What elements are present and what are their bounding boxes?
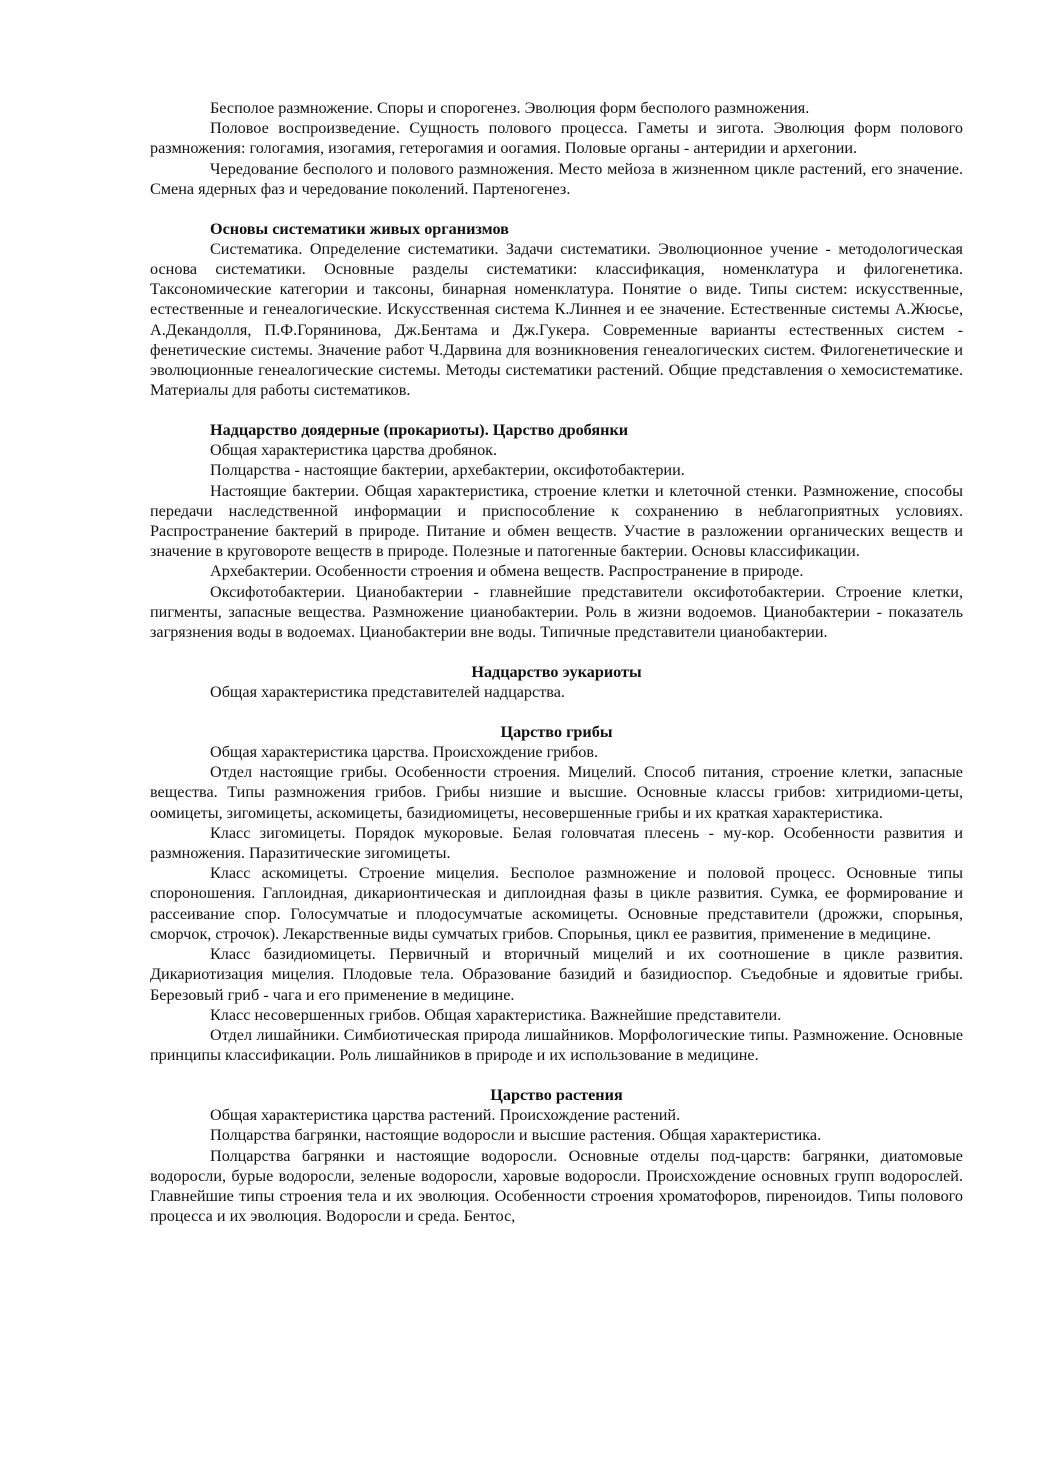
paragraph-imperfect-fungi: Класс несовершенных грибов. Общая характеристика. Важнейшие представители. xyxy=(210,1005,782,1024)
paragraph-true-bacteria: Настоящие бактерии. Общая характеристика, строение клетки и клеточной стенки. Размножение, способы передачи наследственной информации и приспособление к сохранению в неблагоприятных условиях. Распространение бактерий в природе. Питание и обмен веществ. Участие в разложении органических веществ и значение в круговороте веществ в природе. Полезные и патогенные бактерии. Основы классификации. xyxy=(150,481,963,561)
heading-prokaryotes: Надцарство доядерные (прокариоты). Царство дробянки xyxy=(210,421,629,440)
paragraph-sexual-reproduction: Половое воспроизведение. Сущность полового процесса. Гаметы и зигота. Эволюция форм полового размножения: гологамия, изогамия, гетерогамия и оогамия. Половые органы - антеридии и архегонии. xyxy=(150,119,963,158)
paragraph-alternation: Чередование бесполого и полового размножения. Место мейоза в жизненном цикле растений, его значение. Смена ядерных фаз и чередование поколений. Партеногенез. xyxy=(150,159,963,198)
paragraph-fungi-general: Общая характеристика царства. Происхождение грибов. xyxy=(210,743,599,762)
paragraph-eukaryotes: Общая характеристика представителей надцарства. xyxy=(210,683,565,702)
section-gap xyxy=(150,199,963,219)
paragraph-ascomycetes: Класс аскомицеты. Строение мицелия. Бесполое размножение и половой процесс. Основные типы спороношения. Гаплоидная, дикарионтическая и диплоидная фазы в цикле развития. Сумка, ее формирование и рассеивание спор. Голосумчатые и плодосумчатые аскомицеты. Основные представители (дрожжи, спорынья, сморчок, строчок). Лекарственные виды сумчатых грибов. Спорынья, цикл ее развития, применение в медицине. xyxy=(150,864,963,943)
paragraph-algae: Полцарства багрянки и настоящие водоросли. Основные отделы под-царств: багрянки, диатомовые водоросли, бурые водоросли, зеленые водоросли, харовые водоросли. Происхождение основных групп водорослей. Главнейшие типы строения тела и их эволюция. Особенности строения хроматофоров, пиреноидов. Типы полового процесса и их эволюция. Водоросли и среда. Бентос, xyxy=(150,1146,963,1226)
paragraph-prokaryotes-subkingdoms: Полцарства - настоящие бактерии, архебактерии, оксифотобактерии. xyxy=(210,461,685,480)
heading-plants: Царство растения xyxy=(490,1085,623,1104)
paragraph-oxyphotobacteria: Оксифотобактерии. Цианобактерии - главнейшие представители оксифотобактерии. Строение клетки, пигменты, запасные вещества. Размножение цианобактерии. Роль в жизни водоемов. Цианобактерии - показатель загрязнения воды в водоемах. Цианобактерии вне воды. Типичные представители цианобактерии. xyxy=(150,582,963,642)
heading-systematics: Основы систематики живых организмов xyxy=(210,219,509,238)
paragraph-lichens: Отдел лишайники. Симбиотическая природа лишайников. Морфологические типы. Размножение. Основные принципы классификации. Роль лишайников в природе и их использование в медицине. xyxy=(150,1025,963,1065)
paragraph-asexual-reproduction: Бесполое размножение. Споры и спорогенез. Эволюция форм бесполого размножения. xyxy=(210,99,810,117)
paragraph-true-fungi: Отдел настоящие грибы. Особенности строения. Мицелий. Способ питания, строение клетки, запасные вещества. Типы размножения грибов. Грибы низшие и высшие. Основные классы грибов: хитридиоми-цеты, оомицеты, зигомицеты, аскомицеты, базидиомицеты, несовершенные грибы и их краткая характеристика. xyxy=(150,763,963,822)
section-gap xyxy=(150,642,963,662)
heading-fungi: Царство грибы xyxy=(500,722,613,741)
document-page xyxy=(150,98,963,1226)
section-gap xyxy=(150,1065,963,1085)
paragraph-plants-general: Общая характеристика царства растений. Происхождение растений. xyxy=(210,1106,681,1125)
section-gap xyxy=(150,702,963,722)
paragraph-prokaryotes-general: Общая характеристика царства дробянок. xyxy=(210,441,498,460)
section-gap xyxy=(150,400,963,420)
paragraph-archaebacteria: Архебактерии. Особенности строения и обмена веществ. Распространение в природе. xyxy=(210,562,804,581)
heading-eukaryotes: Надцарство эукариоты xyxy=(471,662,642,681)
paragraph-basidiomycetes: Класс базидиомицеты. Первичный и вторичный мицелий и их соотношение в цикле развития. Дикариотизация мицелия. Плодовые тела. Образование базидий и базидиоспор. Съедобные и ядовитые грибы. Березовый гриб - чага и его применение в медицине. xyxy=(150,945,963,1004)
paragraph-plant-subkingdoms: Полцарства багрянки, настоящие водоросли и высшие растения. Общая характеристика. xyxy=(210,1126,822,1145)
paragraph-systematics: Систематика. Определение систематики. Задачи систематики. Эволюционное учение - методологическая основа систематики. Основные разделы систематики: классификация, номенклатура и филогенетика. Таксономические категории и таксоны, бинарная номенклатура. Понятие о виде. Типы систем: искусственные, естественные и генеалогические. Искусственная система К.Линнея и ее значение. Естественные системы А.Жюсье, А.Декандолля, П.Ф.Горянинова, Дж.Бентама и Дж.Гукера. Современные варианты естественных систем - фенетические системы. Значение работ Ч.Дарвина для возникновения генеалогических систем. Филогенетические и эволюционные генеалогические системы. Методы систематики растений. Общие представления о хемосистематике. Материалы для работы систематиков. xyxy=(150,239,963,400)
paragraph-zygomycetes: Класс зигомицеты. Порядок мукоровые. Белая головчатая плесень - му-кор. Особенности развития и размножения. Паразитические зигомицеты. xyxy=(150,823,963,863)
